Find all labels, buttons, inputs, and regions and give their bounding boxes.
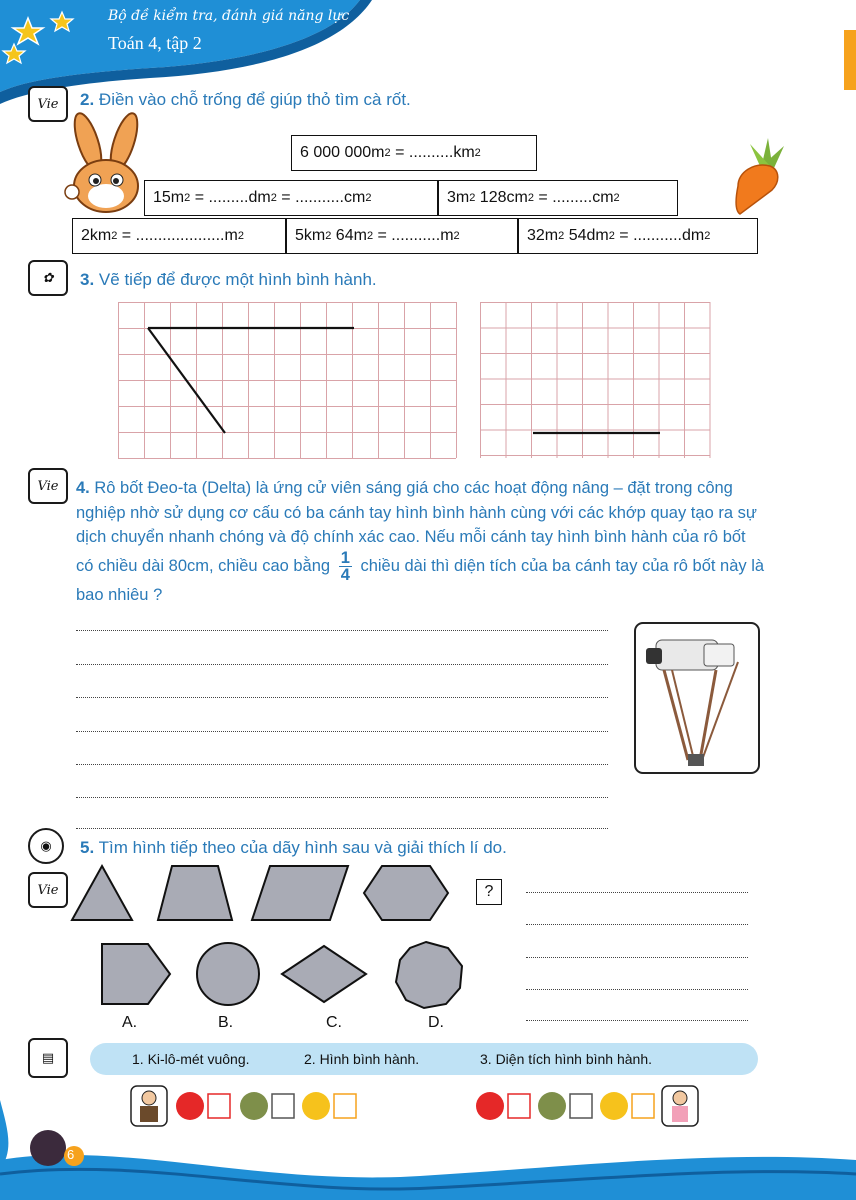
legend-item-1: 1. Ki-lô-mét vuông. [132,1051,250,1067]
trapezoid-shape [158,866,232,920]
triangle-shape [72,866,132,920]
q2-box-4: 2km 2 = ....................m 2 [72,218,286,254]
question-mark-box: ? [476,879,502,905]
answer-line[interactable] [76,764,608,765]
option-b-label: B. [218,1014,234,1031]
vie-pen-icon-q4 [28,468,68,504]
answer-line[interactable] [76,630,608,631]
vie-icon-label-q4: Vie [37,478,59,494]
q5-text: Tìm hình tiếp theo của dãy hình sau và giải thích lí do. [98,838,507,857]
q3-title [80,270,377,290]
q4-text-after: chiều dài thì diện tích của ba cánh tay của rô bốt này là bao nhiêu ? [76,556,765,604]
page-number: 6 [67,1147,75,1162]
option-c-rhombus [282,946,366,1002]
delta-robot-image [634,622,760,774]
q2-box-2: 15m 2 = .........dm 2 = ...........cm 2 [144,180,438,216]
legend-item-3: 3. Diện tích hình bình hành. [480,1051,653,1067]
q4-text-before: Rô bốt Đeo-ta (Delta) là ứng cử viên sáng giá cho các hoạt động nâng – đặt trong công nghiệp nhờ sử dụng cơ cấu có ba cánh tay hình bình hành cùng với các khớp quay tạo ra sự dịch chuyển nhanh chóng và độ chính xác cao. Nếu mỗi cánh tay hình bình hành của rô bốt có chiều dài 80cm, chiều cao bằng [76,479,757,575]
vie-pen-icon-q5 [28,872,68,908]
answer-line[interactable] [76,797,608,798]
answer-line[interactable] [76,697,608,698]
q4-fraction [339,550,352,583]
topics-legend [90,1043,758,1075]
rabbit-icon [60,112,152,218]
q3-grid-left [118,302,460,460]
q2-number: 2. [80,90,95,109]
option-a-pentagon [102,944,170,1004]
option-d-heptagon [396,942,462,1008]
answer-line[interactable] [76,664,608,665]
legend-item-2: 2. Hình bình hành. [304,1051,420,1067]
explain-line[interactable] [526,924,748,925]
q3-text: Vẽ tiếp để được một hình bình hành. [98,270,377,289]
parallelogram-shape [252,866,348,920]
answer-line[interactable] [76,731,608,732]
vie-icon-label-q5: Vie [37,882,59,898]
q4-fraction-num: 1 [340,548,350,567]
q3-grid-right [480,302,712,460]
explain-line[interactable] [526,1020,748,1021]
explain-line[interactable] [526,957,748,958]
q5-number: 5. [80,838,95,857]
q4-fraction-den: 4 [340,565,350,584]
document-icon: ▤ [28,1038,68,1078]
q2-box-3: 3m 2 128cm 2 = .........cm 2 [438,180,678,216]
header-book-title: Toán 4, tập 2 [108,33,202,53]
q2-text: Điền vào chỗ trống để giúp thỏ tìm cà rốt. [98,90,411,109]
target-icon: ◉ [28,828,64,864]
footer-wave [0,1100,856,1200]
q4-number: 4. [76,479,90,497]
q4-paragraph [76,476,766,607]
q3-number: 3. [80,270,95,289]
draw-pencil-icon: ✿ [28,260,68,296]
q5-title [80,838,507,858]
option-b-circle [197,943,259,1005]
q2-box-6: 32m 2 54dm 2 = ...........dm 2 [518,218,758,254]
q2-title [80,90,411,110]
q2-box-5: 5km 2 64m 2 = ...........m 2 [286,218,518,254]
option-d-label: D. [428,1014,444,1031]
option-c-label: C. [326,1014,342,1031]
q5-option-shapes [96,938,476,1010]
carrot-icon [730,136,790,216]
q2-box-1: 6 000 000m 2 = ..........km 2 [291,135,537,171]
header-series-title: Bộ đề kiểm tra, đánh giá năng lực [108,8,350,24]
q5-sequence-shapes [70,862,460,924]
explain-line[interactable] [526,989,748,990]
answer-line[interactable] [76,828,608,829]
explain-line[interactable] [526,892,748,893]
hexagon-shape [364,866,448,920]
vie-icon-label: Vie [37,96,59,112]
option-a-label: A. [122,1014,138,1031]
